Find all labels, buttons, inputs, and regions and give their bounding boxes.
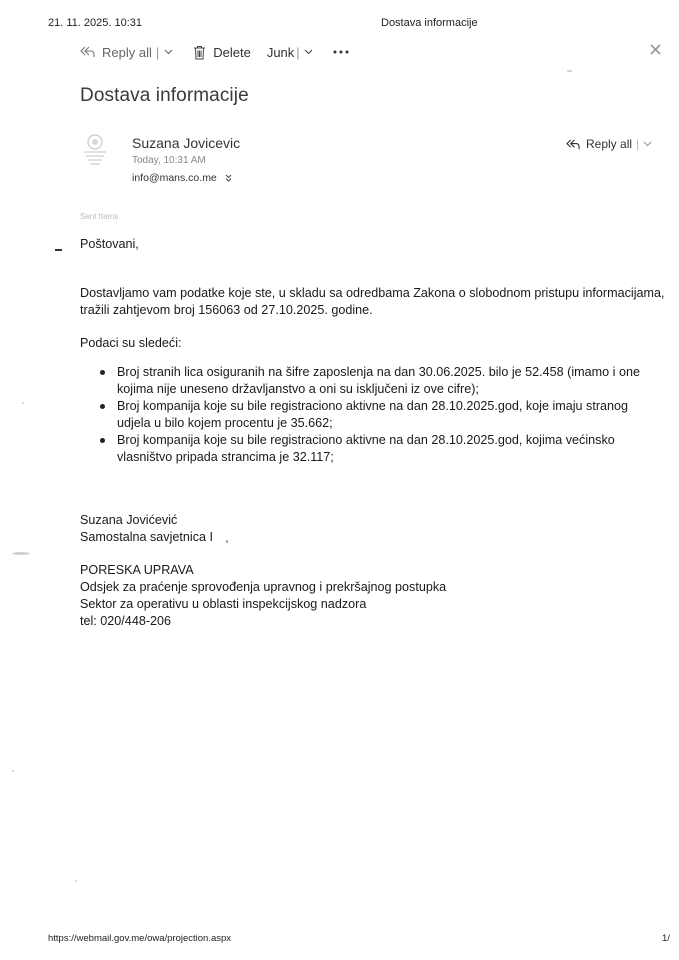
expand-chevron-icon[interactable] bbox=[225, 174, 232, 182]
list-item-line: kojima nije uneseno državljanstvo a oni su isključeni iz ove cifre); bbox=[117, 382, 479, 396]
close-button[interactable] bbox=[650, 42, 661, 60]
avatar-seal-icon bbox=[80, 132, 110, 168]
org-sector: Sektor za operativu u oblasti inspekcijskog nadzora bbox=[80, 597, 367, 611]
intro-paragraph bbox=[80, 285, 665, 319]
print-page-number: 1/ bbox=[662, 933, 670, 944]
reply-all-icon bbox=[566, 138, 581, 151]
margin-mark bbox=[55, 249, 62, 251]
signature-title: Samostalna savjetnica I bbox=[80, 530, 214, 544]
print-datetime: 21. 11. 2025. 10:31 bbox=[48, 17, 142, 29]
chevron-down-icon[interactable] bbox=[164, 49, 173, 55]
message-subject: Dostava informacije bbox=[80, 85, 249, 106]
chevron-down-icon[interactable] bbox=[643, 141, 652, 147]
list-item bbox=[98, 364, 640, 398]
message-toolbar bbox=[80, 42, 349, 62]
data-list bbox=[98, 364, 640, 466]
list-item bbox=[98, 398, 640, 432]
junk-label: Junk bbox=[266, 44, 295, 60]
scan-speck bbox=[12, 770, 14, 772]
close-icon bbox=[650, 44, 661, 55]
print-url: https://webmail.gov.me/owa/projection.aspx bbox=[48, 933, 232, 944]
divider: | bbox=[296, 44, 300, 60]
list-item-line: udjela u bilo kojem procentu je 35.662; bbox=[117, 416, 333, 430]
chevron-down-icon[interactable] bbox=[304, 49, 313, 55]
list-item bbox=[98, 432, 640, 466]
print-title: Dostava informacije bbox=[381, 17, 478, 29]
signature bbox=[80, 512, 213, 546]
delete-button[interactable] bbox=[193, 45, 251, 60]
scan-speck bbox=[567, 70, 572, 72]
data-heading: Podaci su sledeći: bbox=[80, 336, 182, 350]
reply-all-icon bbox=[80, 45, 96, 59]
list-item-line: Broj kompanija koje su bile registraciono aktivne na dan 28.10.2025.god, kojima većinsko bbox=[117, 433, 615, 447]
org-name: PORESKA UPRAVA bbox=[80, 563, 194, 577]
sender-email[interactable] bbox=[132, 172, 232, 184]
sender-email-text: info@mans.co.me bbox=[132, 172, 217, 184]
message-time: Today, 10:31 AM bbox=[132, 155, 206, 166]
intro-line: tražili zahtjevom broj 156063 od 27.10.2025. godine. bbox=[80, 303, 373, 317]
reply-all-inline-button[interactable] bbox=[566, 137, 652, 151]
folder-label: Sent Items bbox=[80, 212, 119, 221]
more-icon bbox=[333, 50, 349, 54]
org-phone: tel: 020/448-206 bbox=[80, 614, 172, 628]
sender-name[interactable]: Suzana Jovicevic bbox=[132, 135, 241, 151]
intro-line: Dostavljamo vam podatke koje ste, u skladu sa odredbama Zakona o slobodnom pristupu informacijama, bbox=[80, 286, 665, 300]
signature-name: Suzana Jovićević bbox=[80, 513, 178, 527]
junk-button[interactable] bbox=[267, 45, 313, 60]
scan-speck bbox=[226, 540, 228, 543]
reply-all-inline-label: Reply all bbox=[586, 137, 633, 151]
avatar bbox=[80, 132, 110, 168]
organization-block bbox=[80, 562, 446, 630]
list-item-line: Broj kompanija koje su bile registraciono aktivne na dan 28.10.2025.god, koje imaju stranog bbox=[117, 399, 629, 413]
divider: | bbox=[636, 137, 640, 151]
reply-all-button[interactable] bbox=[80, 45, 173, 60]
org-department: Odsjek za praćenje sprovođenja upravnog i prekršajnog postupka bbox=[80, 580, 447, 594]
scan-speck bbox=[22, 402, 24, 404]
greeting: Poštovani, bbox=[80, 237, 139, 251]
delete-label: Delete bbox=[213, 44, 251, 60]
divider: | bbox=[155, 44, 160, 60]
list-item-line: vlasništvo pripada strancima je 32.117; bbox=[117, 450, 334, 464]
scan-speck bbox=[12, 552, 30, 555]
trash-icon bbox=[193, 45, 206, 60]
scan-speck bbox=[75, 880, 77, 882]
reply-all-label: Reply all bbox=[102, 44, 152, 60]
list-item-line: Broj stranih lica osiguranih na šifre zaposlenja na dan 30.06.2025. bilo je 52.458 (imamo i one bbox=[117, 365, 640, 379]
more-actions-button[interactable] bbox=[333, 50, 349, 54]
